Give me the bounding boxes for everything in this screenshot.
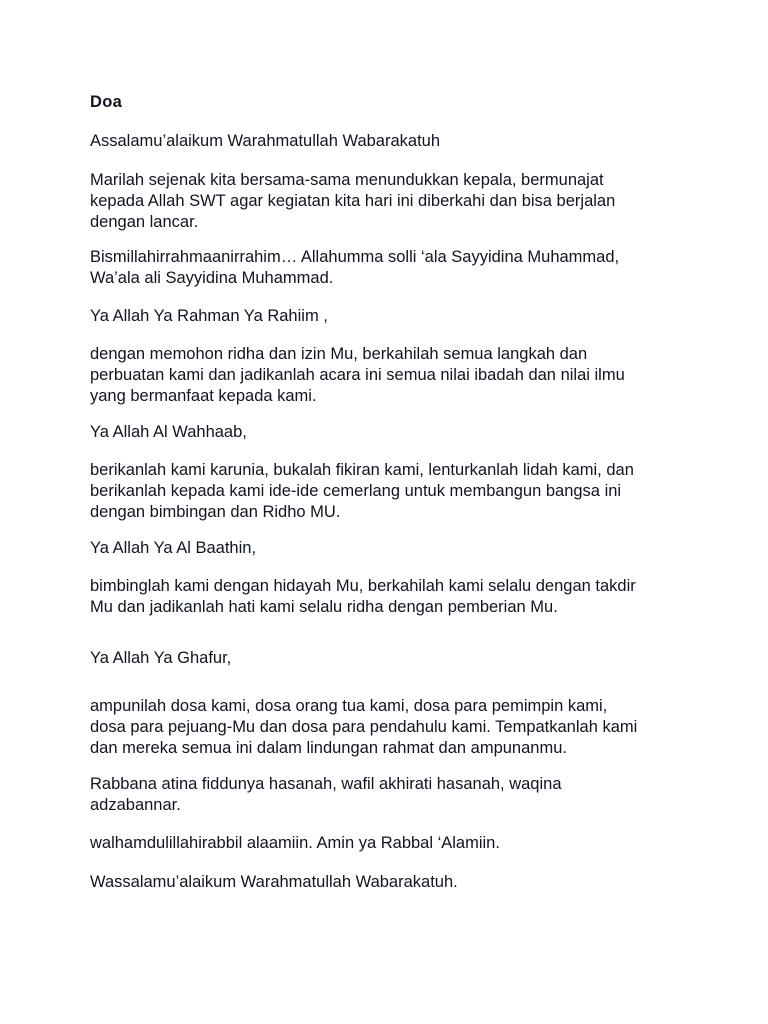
text-line: yang bermanfaat kepada kami. (90, 387, 317, 405)
text-line: kepada Allah SWT agar kegiatan kita hari ini diberkahi dan bisa berjalan (90, 192, 616, 210)
paragraph-salawat (90, 247, 690, 289)
text-line: dengan memohon ridha dan izin Mu, berkahilah semua langkah dan (90, 345, 588, 363)
paragraph-rabbana (90, 774, 690, 816)
text-line: Rabbana atina fiddunya hasanah, wafil akhirati hasanah, waqina (90, 775, 562, 793)
text-line: dengan bimbingan dan Ridho MU. (90, 503, 341, 521)
paragraph-ridha (90, 344, 690, 407)
text-line: Mu dan jadikanlah hati kami selalu ridha dengan pemberian Mu. (90, 598, 558, 616)
closing-greeting: Wassalamu’alaikum Warahmatullah Wabarakatuh. (90, 873, 458, 891)
text-line: adzabannar. (90, 796, 181, 814)
text-line: ampunilah dosa kami, dosa orang tua kami, dosa para pemimpin kami, (90, 697, 608, 715)
text-line: Bismillahirrahmaanirrahim… Allahumma solli ‘ala Sayyidina Muhammad, (90, 248, 620, 266)
text-line: bimbinglah kami dengan hidayah Mu, berkahilah kami selalu dengan takdir (90, 577, 636, 595)
text-line: berikanlah kepada kami ide-ide cemerlang untuk membangun bangsa ini (90, 482, 622, 500)
text-line: dosa para pejuang-Mu dan dosa para pendahulu kami. Tempatkanlah kami (90, 718, 638, 736)
text-line: Marilah sejenak kita bersama-sama menundukkan kepala, bermunajat (90, 171, 604, 189)
text-line: dengan lancar. (90, 213, 199, 231)
text-line: berikanlah kami karunia, bukalah fikiran kami, lenturkanlah lidah kami, dan (90, 461, 634, 479)
invocation-baathin: Ya Allah Ya Al Baathin, (90, 539, 257, 557)
text-line: dan mereka semua ini dalam lindungan rahmat dan ampunanmu. (90, 739, 567, 757)
paragraph-opening (90, 170, 690, 233)
paragraph-ampunan (90, 696, 690, 759)
document-title: Doa (90, 93, 123, 111)
paragraph-karunia (90, 460, 690, 523)
invocation-wahhaab: Ya Allah Al Wahhaab, (90, 423, 247, 441)
invocation-ghafur: Ya Allah Ya Ghafur, (90, 649, 232, 667)
text-line: perbuatan kami dan jadikanlah acara ini semua nilai ibadah dan nilai ilmu (90, 366, 625, 384)
paragraph-hamdalah: walhamdulillahirabbil alaamiin. Amin ya Rabbal ‘Alamiin. (90, 834, 500, 852)
text-line: Wa’ala ali Sayyidina Muhammad. (90, 269, 334, 287)
greeting: Assalamu’alaikum Warahmatullah Wabarakatuh (90, 132, 441, 150)
paragraph-hidayah (90, 576, 690, 618)
invocation-rahman: Ya Allah Ya Rahman Ya Rahiim , (90, 307, 328, 325)
